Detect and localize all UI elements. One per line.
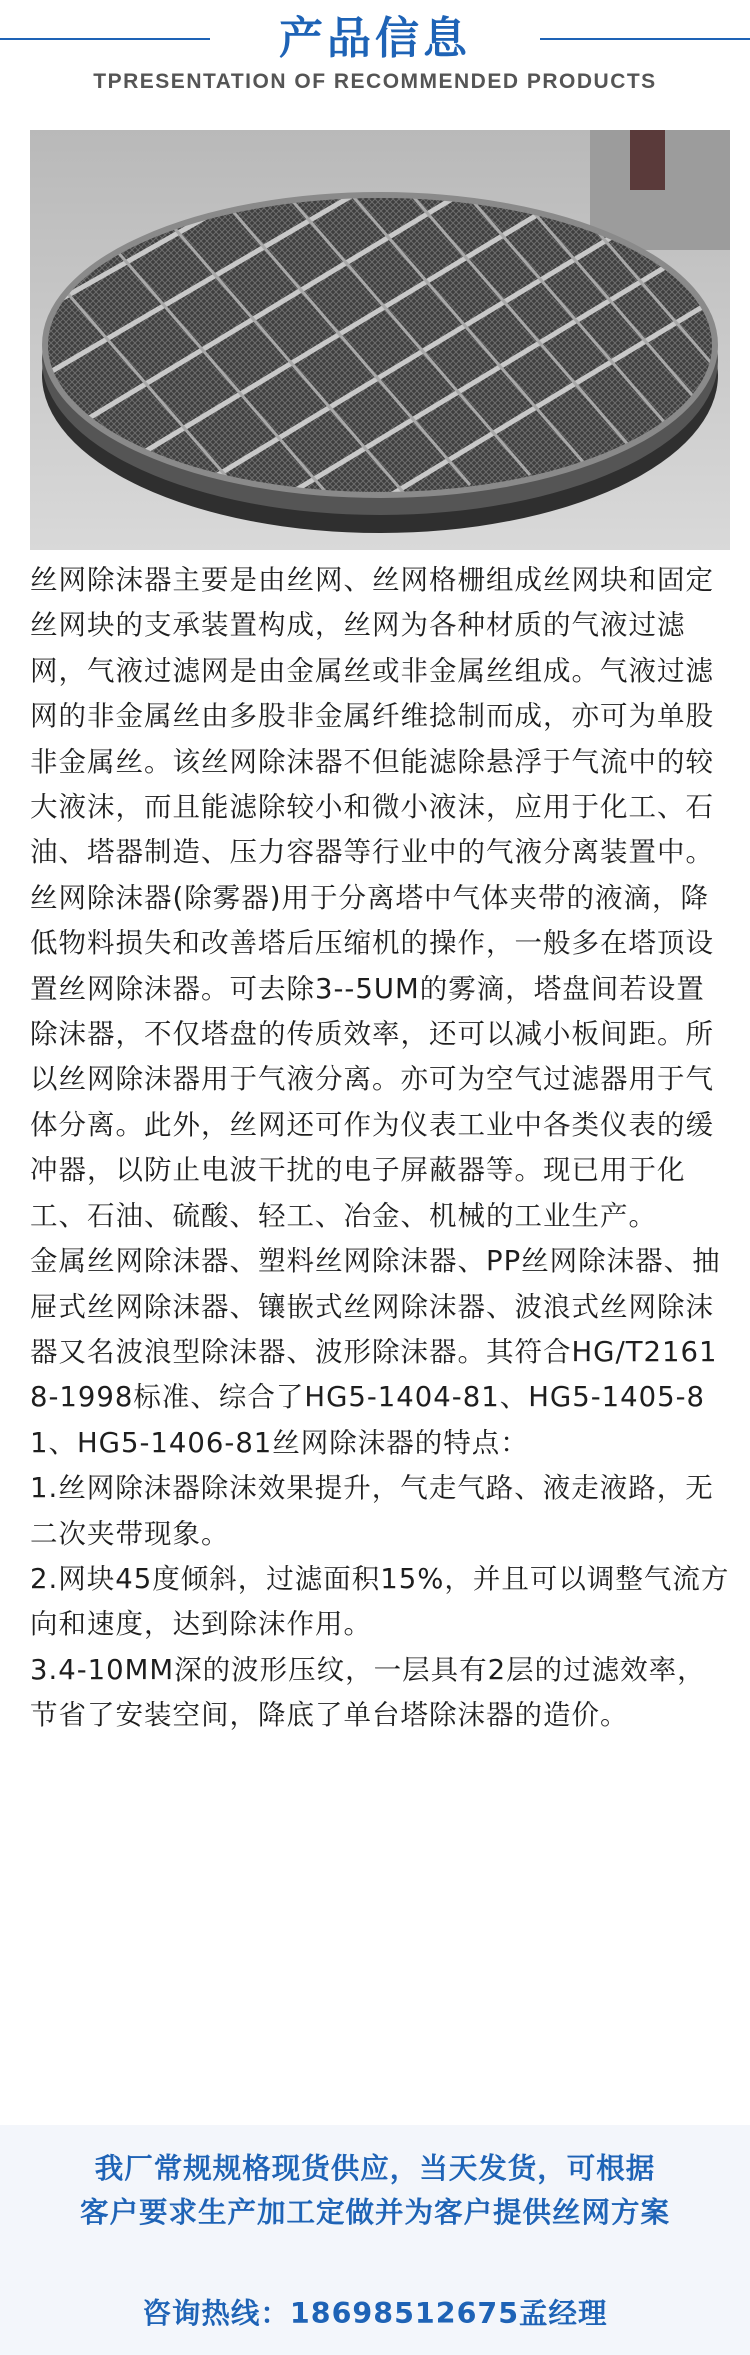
page-subtitle: TPRESENTATION OF RECOMMENDED PRODUCTS xyxy=(93,70,657,93)
product-photo xyxy=(30,130,730,550)
paragraph-usage: 丝网除沫器(除雾器)用于分离塔中气体夹带的液滴，降低物料损失和改善塔后压缩机的操作，一般多在塔顶设置丝网除沫器。可去除3--5UM的雾滴，塔盘间若设置除沫器，不仅塔盘的传质效率，还可以减小板间距。所以丝网除沫器用于气液分离。亦可为空气过滤器用于气体分离。此外，丝网还可作为仪表工业中各类仪表的缓冲器，以防止电波干扰的电子屏蔽器等。现已用于化工、石油、硫酸、轻工、冶金、机械的工业生产。 xyxy=(30,881,714,1232)
header-divider-right xyxy=(540,38,750,40)
header xyxy=(0,0,750,130)
page-title: 产品信息 xyxy=(279,13,471,64)
promo-line-2: 客户要求生产加工定做并为客户提供丝网方案 xyxy=(79,2196,670,2229)
product-description xyxy=(30,558,730,1739)
feature-item-3: 3.4-10MM深的波形压纹，一层具有2层的过滤效率，节省了安装空间，降底了单台塔除沫器的造价。 xyxy=(30,1653,706,1732)
feature-item-1: 1.丝网除沫器除沫效果提升，气走气路、液走液路，无二次夹带现象。 xyxy=(30,1472,714,1550)
paragraph-types: 金属丝网除沫器、塑料丝网除沫器、PP丝网除沫器、抽屉式丝网除沫器、镶嵌式丝网除沫器、波浪式丝网除沫器又名波浪型除沫器、波形除沫器。其符合HG/T21618-1998标准、综合了HG5-1404-81、HG5-1405-81、HG5-1406-81丝网除沫器的特点： xyxy=(30,1245,721,1459)
promo-text xyxy=(0,2125,750,2235)
promo-banner xyxy=(0,2125,750,2355)
paragraph-intro: 丝网除沫器主要是由丝网、丝网格栅组成丝网块和固定丝网块的支承装置构成，丝网为各种材质的气液过滤网，气液过滤网是由金属丝或非金属丝组成。气液过滤网的非金属丝由多股非金属纤维捻制而成，亦可为单股非金属丝。该丝网除沫器不但能滤除悬浮于气流中的较大液沫，而且能滤除较小和微小液沫，应用于化工、石油、塔器制造、压力容器等行业中的气液分离装置中。 xyxy=(30,564,714,869)
hotline[interactable]: 咨询热线：18698512675孟经理 xyxy=(142,2297,608,2330)
promo-line-1: 我厂常规规格现货供应，当天发货，可根据 xyxy=(94,2152,656,2185)
feature-item-2: 2.网块45度倾斜，过滤面积15%，并且可以调整气流方向和速度，达到除沫作用。 xyxy=(30,1562,730,1641)
